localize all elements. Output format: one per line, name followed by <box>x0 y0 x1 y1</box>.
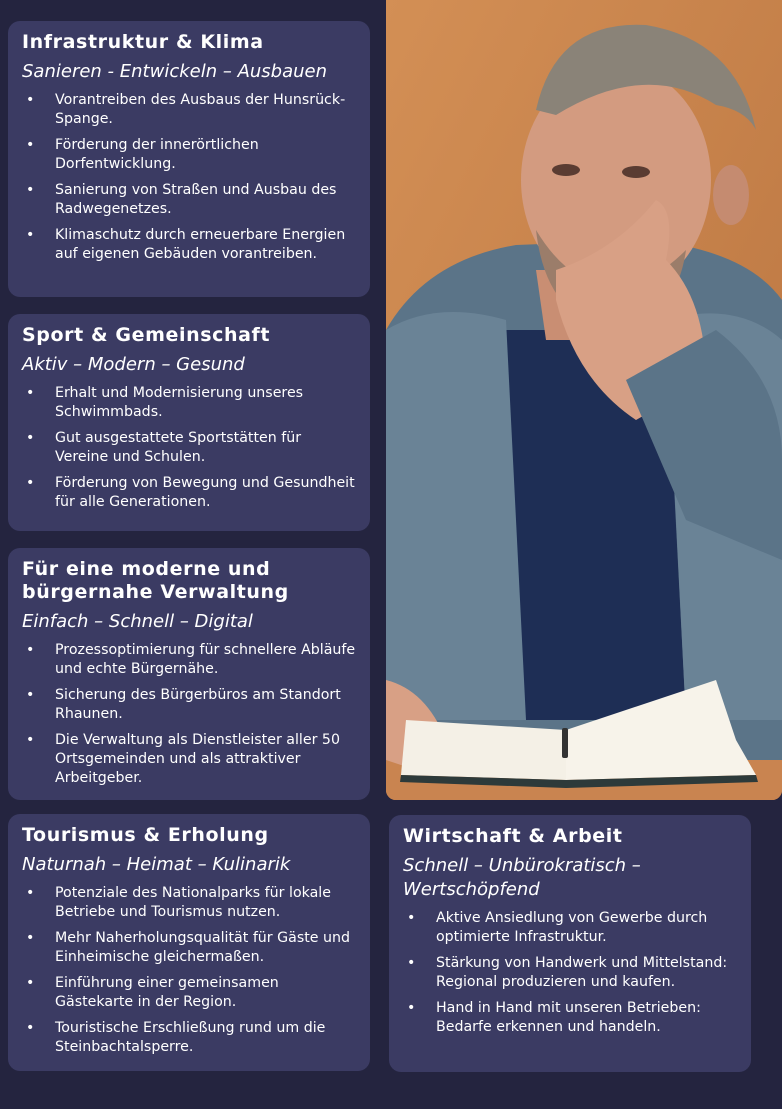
list-item: • Sicherung des Bürgerbüros am Standort Rhaunen. <box>22 686 356 724</box>
section-verwaltung <box>8 548 370 800</box>
candidate-photo <box>386 0 782 800</box>
section-wirtschaft <box>389 815 751 1072</box>
list-item: • Die Verwaltung als Dienstleister aller 50 Ortsgemeinden und als attraktiver Arbeitgeber. <box>22 731 356 788</box>
section-title: Für eine moderne und bürgernahe Verwaltung <box>22 558 289 603</box>
bullet-list <box>22 91 356 264</box>
section-subtitle: Schnell – Unbürokratisch – Wertschöpfend <box>403 855 641 900</box>
list-item: • Klimaschutz durch erneuerbare Energien auf eigenen Gebäuden vorantreiben. <box>22 226 356 264</box>
list-item: • Förderung der innerörtlichen Dorfentwicklung. <box>22 136 356 174</box>
bullet-list <box>22 641 356 788</box>
section-title: Sport & Gemeinschaft <box>22 324 271 346</box>
section-infrastruktur <box>8 21 370 297</box>
bullet-list <box>22 884 356 1057</box>
list-item: • Hand in Hand mit unseren Betrieben: Bedarfe erkennen und handeln. <box>403 999 737 1037</box>
section-title: Tourismus & Erholung <box>22 824 269 846</box>
list-item: • Sanierung von Straßen und Ausbau des Radwegenetzes. <box>22 181 356 219</box>
section-subtitle: Aktiv – Modern – Gesund <box>22 354 245 375</box>
list-item: • Erhalt und Modernisierung unseres Schwimmbads. <box>22 384 356 422</box>
section-sport <box>8 314 370 531</box>
list-item: • Gut ausgestattete Sportstätten für Vereine und Schulen. <box>22 429 356 467</box>
section-subtitle: Einfach – Schnell – Digital <box>22 611 253 632</box>
list-item: • Prozessoptimierung für schnellere Abläufe und echte Bürgernähe. <box>22 641 356 679</box>
section-title: Wirtschaft & Arbeit <box>403 825 623 847</box>
section-subtitle: Sanieren - Entwickeln – Ausbauen <box>22 61 328 82</box>
list-item: • Stärkung von Handwerk und Mittelstand: Regional produzieren und kaufen. <box>403 954 737 992</box>
list-item: • Einführung einer gemeinsamen Gästekarte in der Region. <box>22 974 356 1012</box>
list-item: • Vorantreiben des Ausbaus der Hunsrück-Spange. <box>22 91 356 129</box>
section-tourismus <box>8 814 370 1071</box>
list-item: • Förderung von Bewegung und Gesundheit für alle Generationen. <box>22 474 356 512</box>
bullet-list <box>403 909 737 1037</box>
section-title: Infrastruktur & Klima <box>22 31 264 53</box>
list-item: • Potenziale des Nationalparks für lokale Betriebe und Tourismus nutzen. <box>22 884 356 922</box>
bullet-list <box>22 384 356 512</box>
section-subtitle: Naturnah – Heimat – Kulinarik <box>22 854 291 875</box>
list-item: • Touristische Erschließung rund um die Steinbachtalsperre. <box>22 1019 356 1057</box>
list-item: • Mehr Naherholungsqualität für Gäste und Einheimische gleichermaßen. <box>22 929 356 967</box>
list-item: • Aktive Ansiedlung von Gewerbe durch optimierte Infrastruktur. <box>403 909 737 947</box>
